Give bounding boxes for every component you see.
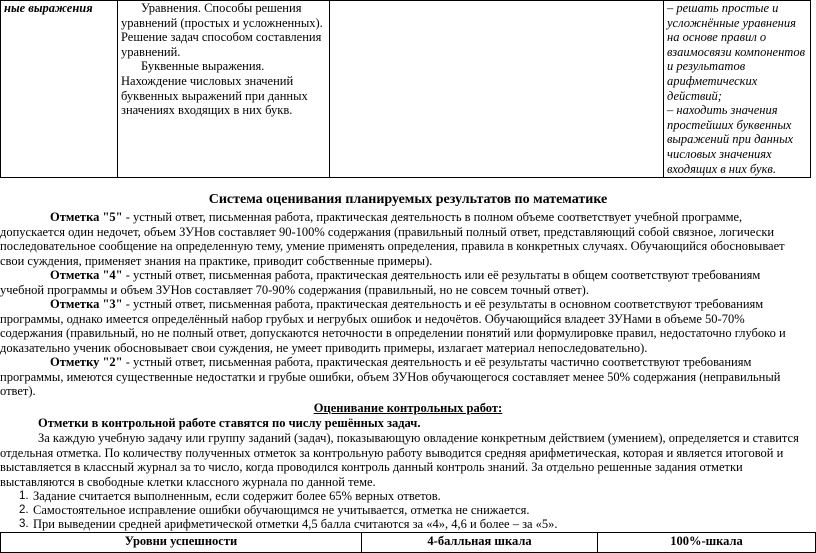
- content-line: уравнений.: [121, 44, 181, 59]
- body-line: За каждую учебную задачу или группу заданий (задач), показывающую овладение конкретным действием (умением), определяется и ставится: [38, 431, 799, 445]
- outcome-line: простейших буквенных: [667, 117, 792, 132]
- header-4-point: 4-балльная шкала: [362, 533, 598, 553]
- grade-text: допускается один недочет, объем ЗУНов составляет 90-100% содержания (правильный полный ответ, представляющий собой связное, логически: [0, 224, 775, 239]
- grade-text: - устный ответ, письменная работа, практическая деятельность и её результаты частично соответствуют требованиям: [122, 355, 752, 369]
- subheading: Отметки в контрольной работе ставятся по числу решённых задач.: [38, 416, 421, 430]
- outcome-line: арифметических: [667, 73, 758, 88]
- body-line: выставляется в классный журнал за то число, когда проводился контроль данный контроль знаний. За отдельно решенные задания отметки: [0, 460, 743, 475]
- content-line: Нахождение числовых значений: [121, 73, 294, 88]
- outcome-line: – решать простые и: [667, 1, 779, 15]
- content-line: Буквенные выражения.: [141, 59, 265, 74]
- list-text: Задание считается выполненным, если содержит более 65% верных ответов.: [33, 489, 441, 503]
- list-item: [19, 517, 558, 532]
- outcome-line: действий;: [667, 88, 722, 103]
- content-line: уравнений (простых и усложненных).: [121, 15, 323, 30]
- grade-text: - устный ответ, письменная работа, практическая деятельность в полном объеме соответствует учебной программе,: [122, 210, 743, 224]
- outcome-line: – находить значения: [667, 103, 778, 118]
- table-header-row: [1, 533, 816, 553]
- content-cell: [118, 1, 330, 178]
- list-number: 1.: [19, 490, 29, 502]
- grade-label: Отметка "3": [50, 297, 123, 311]
- grade-text: - устный ответ, письменная работа, практическая деятельность и её результаты в основном соответствуют требованиям: [122, 297, 764, 311]
- grade-2-paragraph: [0, 355, 812, 399]
- empty-cell: [330, 1, 664, 178]
- outcome-line: входящих в них букв.: [667, 161, 776, 176]
- grade-text: свои суждения, применяет знания на практике, приводит собственные примеры).: [0, 253, 433, 268]
- grade-text: содержания (правильный, но не полный ответ, допускаются неточности в определении понятий или формулировке правил, недостаточно глубоко и: [0, 326, 786, 341]
- topic-label: ные выражения: [4, 1, 93, 15]
- body-paragraph: [0, 431, 812, 489]
- grade-label: Отметку "2": [50, 355, 123, 369]
- list-text: При выведении средней арифметической отметки 4,5 балла считаются за «4», 4,6 и более – за «5».: [33, 517, 558, 531]
- grade-4-paragraph: [0, 268, 812, 297]
- outcome-line: на основе правил о: [667, 30, 767, 45]
- grade-text: ответ).: [0, 384, 36, 399]
- header-100-percent: 100%-шкала: [598, 533, 816, 553]
- grade-text: программы, однако имеется определённый набор грубых и негрубых ошибок и недочётов. Обучающийся владеет ЗУНами в объеме 50-70%: [0, 311, 745, 326]
- outcome-line: усложнённые уравнения: [667, 15, 796, 30]
- list-number: 3.: [19, 518, 29, 530]
- grade-label: Отметка "5": [50, 210, 123, 224]
- grade-text: последовательное сообщение на определенную тему, умение применять определения, правила в конкретных случаях. Обучающийся обосновывает: [0, 239, 785, 254]
- list-item: [19, 503, 530, 518]
- content-line: значениях входящих в них букв.: [121, 103, 293, 118]
- outcome-line: числовых значениях: [667, 146, 772, 161]
- success-levels-table: [0, 532, 816, 553]
- grade-3-paragraph: [0, 297, 812, 355]
- curriculum-table: [0, 0, 811, 178]
- page-title: Система оценивания планируемых результатов по математике: [208, 192, 608, 207]
- content-line: буквенных выражений при данных: [121, 88, 308, 103]
- content-line: Уравнения. Способы решения: [141, 1, 302, 15]
- grade-5-paragraph: [0, 210, 812, 268]
- grade-text: - устный ответ, письменная работа, практическая деятельность или её результаты в общем соответствуют требованиям: [122, 268, 761, 282]
- content-line: Решение задач способом составления: [121, 30, 322, 45]
- header-levels: Уровни успешности: [1, 533, 362, 553]
- body-line: отдельная отметка. По количеству полученных отметок за контрольную работу выводится средняя арифметическая, которая и является итоговой и: [0, 445, 784, 460]
- body-line: выставляются в свободные клетки классного журнала по данной теме.: [0, 474, 376, 489]
- list-number: 2.: [19, 504, 29, 516]
- grade-text: учебной программы и объем ЗУНов составляет 70-90% содержания (правильный, но не совсем точный ответ).: [0, 282, 589, 297]
- outcome-line: выражений при данных: [667, 132, 794, 147]
- section-heading: Оценивание контрольных работ:: [313, 401, 503, 415]
- outcomes-cell: [664, 1, 811, 178]
- list-item: [19, 489, 441, 504]
- outcome-line: и результатов: [667, 59, 746, 74]
- grade-label: Отметка "4": [50, 268, 123, 282]
- table-row: [1, 1, 811, 178]
- outcome-line: взаимосвязи компонентов: [667, 44, 806, 59]
- topic-cell: [1, 1, 118, 178]
- grade-text: программы, имеются существенные недостатки и грубые ошибки, объем ЗУНов обучающегося составляет менее 50% содержания (неправильный: [0, 369, 781, 384]
- grade-text: доказательно ученик обосновывает свои суждения, не умеет приводить примеры, излагает материал непоследовательно).: [0, 340, 648, 355]
- list-text: Самостоятельное исправление ошибки обучающимся не учитывается, отметка не снижается.: [33, 503, 530, 517]
